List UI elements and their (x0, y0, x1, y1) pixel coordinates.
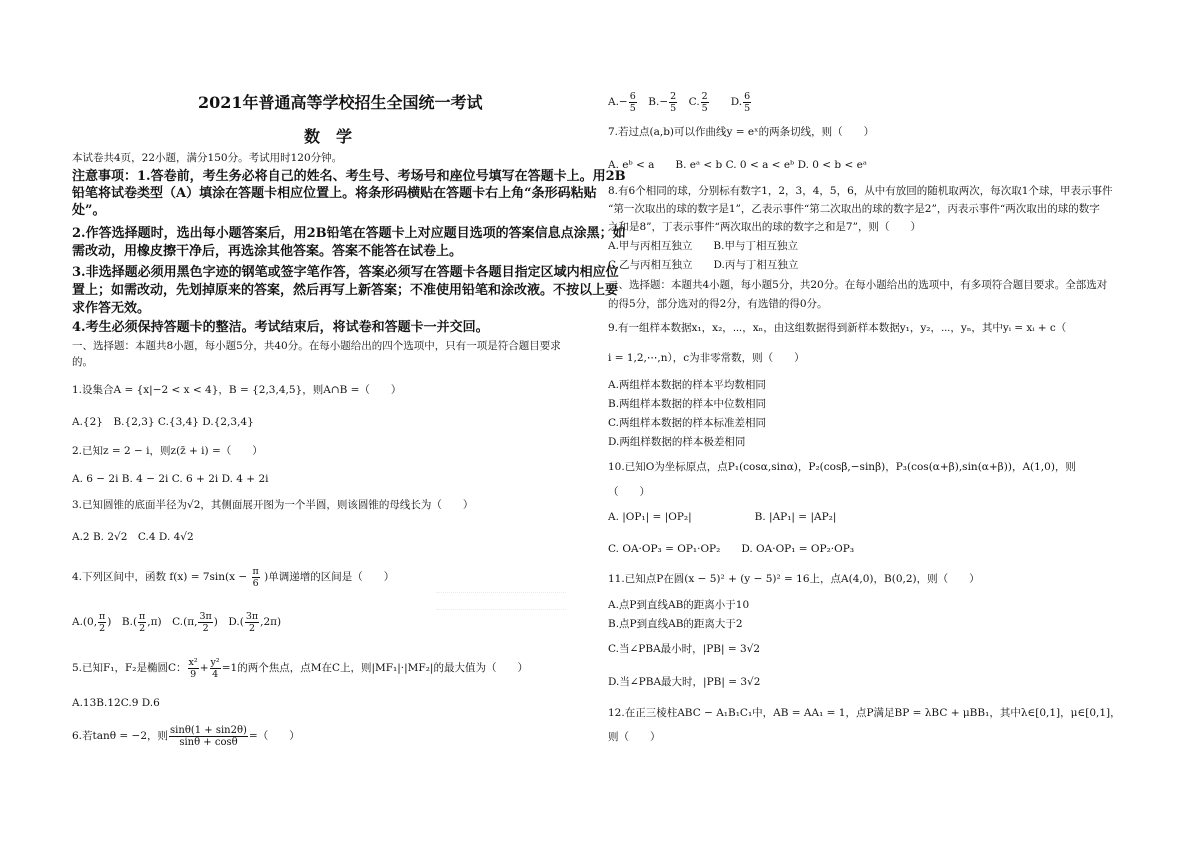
section-2-header: 二、选择题：本题共4小题，每小题5分，共20分。在每小题给出的选项中，有多项符合题目要求。全部选对 (608, 279, 1108, 291)
question-5-stem: 5.已知F₁，F₂是椭圆C： $\frac{\text{x²}}{9}$ + $\frac{\text{y²}}{4}$ =1的两个焦点，点M在C上，则|MF₁|·|MF₂|的最大值为（ ） (72, 656, 528, 680)
section-1-header: 的。 (72, 356, 93, 368)
question-5-options: A.13B.12C.9 D.6 (72, 697, 160, 709)
question-8-option: A.甲与丙相互独立 B.甲与丁相互独立 (608, 240, 798, 252)
notice-line: 3.非选择题必须用黑色字迹的钢笔或签字笔作答，答案必须写在答题卡各题目指定区域内相应位 (72, 265, 619, 280)
exam-title: 2021年普通高等学校招生全国统一考试 (198, 93, 483, 112)
question-12-line: 则（ ） (608, 731, 661, 743)
question-8-option: C.乙与丙相互独立 D.丙与丁相互独立 (608, 259, 799, 271)
notice-line: 需改动，用橡皮擦干净后，再选涂其他答案。答案不能答在试卷上。 (72, 244, 463, 259)
question-1-stem: 1.设集合A = {x|−2 < x < 4}，B = {2,3,4,5}，则A∩B =（ ） (72, 384, 402, 396)
question-8-line: “第一次取出的球的数字是1”，乙表示事件“第二次取出的球的数字是2”，丙表示事件“两次取出的球的数字 (608, 203, 1100, 215)
section-2-header: 的得5分，部分选对的得2分，有选错的得0分。 (608, 298, 828, 310)
intro-line: 本试卷共4页，22小题，满分150分。考试用时120分钟。 (72, 152, 343, 164)
question-6-options: A.− $\frac{6}{5}$ B.− $\frac{2}{5}$ C. $\frac{2}{5}$ D. $\frac{6}{5}$ (608, 90, 751, 114)
notice-line: 置上；如需改动，先划掉原来的答案，然后再写上新答案；不准使用铅笔和涂改液。不按以上要 (72, 283, 619, 298)
question-9-option: C.两组样本数据的样本标准差相同 (608, 417, 766, 429)
notice-line: 铅笔将试卷类型（A）填涂在答题卡相应位置上。将条形码横贴在答题卡右上角“条形码粘贴 (72, 186, 597, 201)
question-8-line: 之和是8”，丁表示事件“两次取出的球的数字之和是7”，则（ ） (608, 221, 921, 233)
q4-suffix: )单调递增的区间是（ ） (264, 571, 395, 583)
question-7-stem: 7.若过点(a,b)可以作曲线y = eˣ的两条切线，则（ ） (608, 126, 875, 138)
notice-line: 4.考生必须保持答题卡的整洁。考试结束后，将试卷和答题卡一并交回。 (72, 320, 489, 335)
question-12-line: 12.在正三棱柱ABC − A₁B₁C₁中，AB = AA₁ = 1，点P满足BP = λBC + μBB₁，其中λ∈[0,1]，μ∈[0,1]， (608, 707, 1121, 719)
notice-line: 注意事项：1.答卷前，考生务必将自己的姓名、考生号、考场号和座位号填写在答题卡上。用2B (72, 169, 626, 184)
question-6-stem: 6.若tanθ = −2，则 $\frac{\sin\theta(1 + \sin 2\theta)}{\sin\theta + \cos\theta}$ =（ ） (72, 724, 300, 748)
question-9-line: i = 1,2,⋯,n），c为非零常数，则（ ） (608, 352, 805, 364)
question-3-options: A.2 B. 2√2 C.4 D. 4√2 (72, 531, 194, 543)
question-10-option: C. OA·OP₃ = OP₁·OP₂ D. OA·OP₁ = OP₂·OP₃ (608, 543, 855, 555)
question-4-stem (72, 565, 394, 589)
faint-watermark (436, 592, 566, 610)
question-10-option: A. |OP₁| = |OP₂| B. |AP₁| = |AP₂| (608, 511, 837, 523)
notice-line: 处”。 (72, 203, 106, 218)
question-10-line: （ ） (608, 486, 650, 498)
question-9-option: A.两组样本数据的样本平均数相同 (608, 379, 766, 391)
question-9-option: B.两组样本数据的样本中位数相同 (608, 398, 767, 410)
question-3-stem: 3.已知圆锥的底面半径为√2，其侧面展开图为一个半圆，则该圆锥的母线长为（ ） (72, 499, 474, 511)
question-11-option: D.当∠PBA最大时，|PB| = 3√2 (608, 676, 761, 688)
q4-prefix: 4.下列区间中，函数 f(x) = 7sin(x − (72, 571, 248, 583)
question-9-line: 9.有一组样本数据x₁，x₂，⋯，xₙ，由这组数据得到新样本数据y₁，y₂，⋯，yₙ，其中yᵢ = xᵢ + c（ (608, 322, 1067, 334)
question-1-options: A.{2} B.{2,3} C.{3,4} D.{2,3,4} (72, 416, 254, 428)
question-11-line: 11.已知点P在圆(x − 5)² + (y − 5)² = 16上，点A(4,0)，B(0,2)，则（ ） (608, 573, 980, 585)
pi-over-6-fraction: $\frac{\pi}{6}$ (252, 565, 259, 589)
question-9-option: D.两组样数据的样本极差相同 (608, 436, 746, 448)
question-11-option: A.点P到直线AB的距离小于10 (608, 599, 750, 611)
question-7-options: A. eᵇ < a B. eᵃ < b C. 0 < a < eᵇ D. 0 < b < eᵃ (608, 159, 867, 171)
question-2-stem: 2.已知z = 2 − i，则z(z̄ + i) =（ ） (72, 445, 263, 457)
question-11-option: C.当∠PBA最小时，|PB| = 3√2 (608, 643, 761, 655)
question-2-options: A. 6 − 2i B. 4 − 2i C. 6 + 2i D. 4 + 2i (72, 473, 269, 485)
question-4-options: A.(0, $\frac{\pi}{2}$ ) B.( $\frac{\pi}{2}$ ,π) C.(π, $\frac{3\pi}{2}$ ) D.( $\frac{3\pi}{2}$ ,2π) (72, 610, 282, 634)
subject-title: 数 学 (304, 127, 353, 146)
question-11-option: B.点P到直线AB的距离大于2 (608, 618, 743, 630)
section-1-header: 一、选择题：本题共8小题，每小题5分，共40分。在每小题给出的四个选项中，只有一项是符合题目要求 (72, 340, 561, 352)
question-8-line: 8.有6个相同的球，分别标有数字1，2，3，4，5，6，从中有放回的随机取两次，每次取1个球，甲表示事件 (608, 185, 1113, 197)
notice-line: 求作答无效。 (72, 301, 151, 316)
question-10-line: 10.已知O为坐标原点，点P₁(cosα,sinα)，P₂(cosβ,−sinβ)，P₃(cos(α+β),sin(α+β))，A(1,0)，则 (608, 461, 1076, 473)
notice-line: 2.作答选择题时，选出每小题答案后，用2B铅笔在答题卡上对应题目选项的答案信息点涂黑；如 (72, 226, 626, 241)
